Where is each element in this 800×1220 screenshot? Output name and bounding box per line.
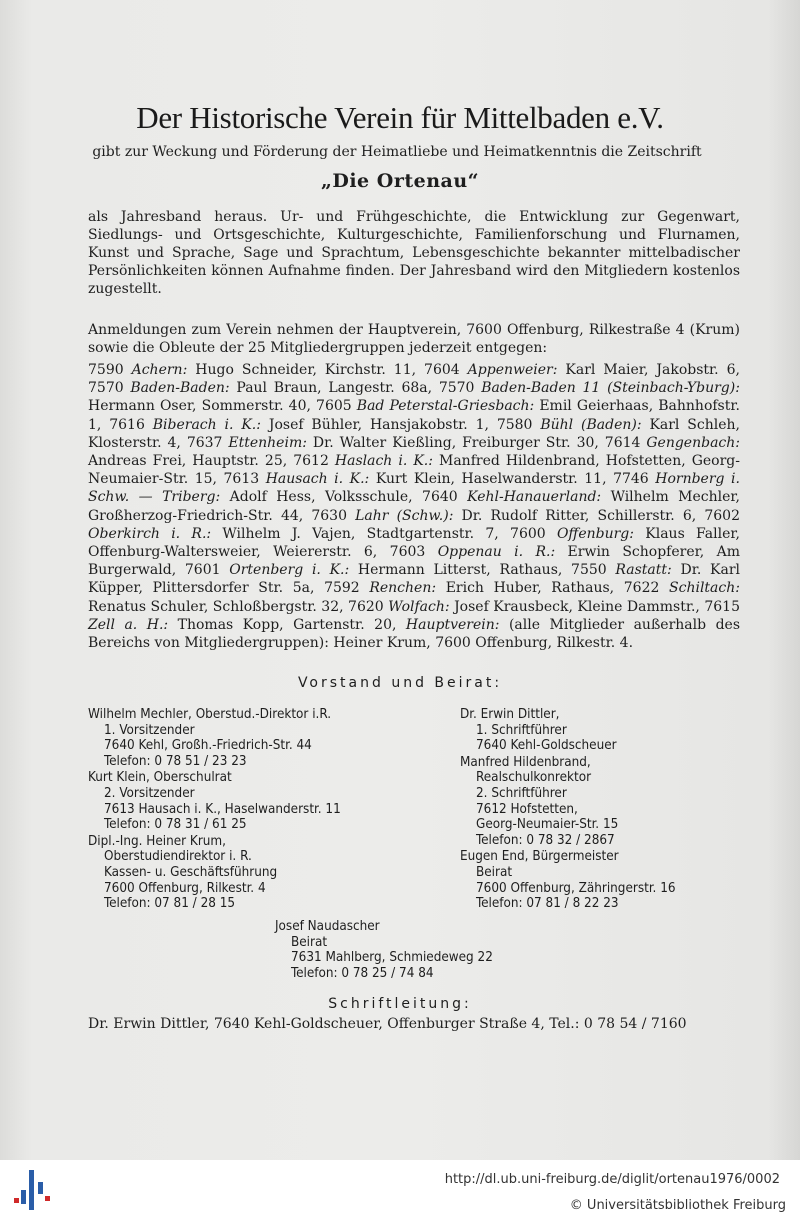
group-contact: Wilhelm Mechler, Großherzog-Friedrich-Str. 44, <box>88 489 740 524</box>
member-detail: 7600 Offenburg, Zähringerstr. 16 <box>476 880 676 896</box>
board-member <box>88 770 448 832</box>
group-entry <box>324 580 624 596</box>
member-name: Manfred Hildenbrand, <box>460 754 591 770</box>
member-detail: 1. Schriftführer <box>476 722 567 738</box>
member-name: Wilhelm Mechler, Oberstud.-Direktor i.R. <box>88 707 332 722</box>
group-contact: (alle Mitglieder außerhalb des Bereichs von Mitgliedergruppen): Heiner Krum, 7600 Offenburg, Rilkestr. 4. <box>88 616 741 652</box>
group-place: Wolfach: <box>388 598 450 615</box>
group-postcode: 7620 <box>348 598 389 615</box>
group-contact: Adolf Hess, Volksschule, <box>220 489 423 506</box>
group-postcode: 7550 <box>571 562 616 579</box>
group-contact: Wilhelm J. Vajen, Stadtgartenstr. 7, <box>211 525 511 542</box>
group-postcode: 7570 <box>88 380 131 397</box>
group-place: Baden-Baden 11 (Steinbach-Yburg): <box>481 380 740 397</box>
board-member <box>275 919 575 981</box>
group-contact: Dr. Karl Küpper, Plittersdorfer Str. 5a, <box>88 562 740 597</box>
group-postcode: 7601 <box>184 562 230 579</box>
group-place: Ettenheim: <box>228 434 307 451</box>
member-detail: Telefon: 0 78 32 / 2867 <box>476 832 615 848</box>
editorial-line: Dr. Erwin Dittler, 7640 Kehl-Goldscheuer, Offenburger Straße 4, Tel.: 0 78 54 / 7160 <box>88 1016 687 1032</box>
group-place: Biberach i. K.: <box>152 416 261 433</box>
group-entry <box>348 599 704 615</box>
member-detail: 7640 Kehl-Goldscheuer <box>476 738 617 754</box>
member-detail: 7600 Offenburg, Rilkestr. 4 <box>104 880 266 896</box>
board-member <box>88 834 448 912</box>
member-detail: 2. Schriftführer <box>476 785 567 801</box>
groups-list <box>88 361 740 652</box>
member-detail: Georg-Neumaier-Str. 15 <box>476 817 619 833</box>
member-name: Eugen End, Bürgermeister <box>460 849 619 865</box>
group-place: Haslach i. K.: <box>334 453 433 470</box>
intro-line: gibt zur Weckung und Förderung der Heimatliebe und Heimatkenntnis die Zeitschrift <box>92 144 702 160</box>
group-place: Renchen: <box>369 580 437 597</box>
group-postcode: 7630 <box>311 507 356 524</box>
group-place: Hauptverein: <box>405 616 500 633</box>
group-contact: Hermann Litterst, Rathaus, <box>349 562 572 579</box>
group-contact: Paul Braun, Langestr. 68a, <box>229 380 439 397</box>
group-contact: Klaus Faller, Offenburg-Waltersweier, Weiererstr. 6, <box>88 525 740 561</box>
group-contact: Dr. Rudolf Ritter, Schillerstr. 6, <box>453 507 705 524</box>
board-left-column <box>88 707 448 913</box>
board-member <box>460 849 760 911</box>
group-postcode: 7602 <box>704 507 740 524</box>
group-entry <box>424 362 740 378</box>
group-contact: Manfred Hildenbrand, Hofstetten, Georg-Neumaier-Str. 15, <box>88 453 740 488</box>
group-contact: Andreas Frei, Hauptstr. 25, <box>88 453 294 470</box>
group-place: Hausach i. K.: <box>265 471 370 488</box>
group-place: Ortenberg i. K.: <box>229 562 350 579</box>
group-postcode: 7605 <box>316 398 357 415</box>
group-postcode: 7614 <box>604 434 647 451</box>
group-place: Zell a. H.: <box>88 616 169 633</box>
member-detail: 7640 Kehl, Großh.-Friedrich-Str. 44 <box>104 738 312 754</box>
member-detail: 1. Vorsitzender <box>104 722 195 738</box>
group-place: Bad Peterstal-Griesbach: <box>356 398 535 415</box>
group-contact: Emil Geierhaas, Bahnhofstr. 1, <box>88 398 740 433</box>
group-place: Rastatt: <box>615 562 672 579</box>
member-detail: Telefon: 0 78 25 / 74 84 <box>291 965 434 981</box>
group-place: Bühl (Baden): <box>540 416 642 433</box>
member-name: Dr. Erwin Dittler, <box>460 707 560 722</box>
page-title: Der Historische Verein für Mittelbaden e.V. <box>136 100 664 135</box>
group-place: Appenweier: <box>467 362 558 378</box>
group-postcode: 7580 <box>496 416 541 433</box>
group-entry <box>109 417 497 433</box>
group-contact: Hugo Schneider, Kirchstr. 11, <box>187 362 425 378</box>
source-url-link[interactable]: http://dl.ub.uni-freiburg.de/diglit/ortenau1976/0002 <box>444 1172 780 1187</box>
group-place: Oberkirch i. R.: <box>88 525 212 542</box>
member-detail: Kassen- u. Geschäftsführung <box>104 864 278 880</box>
group-postcode: 7746 <box>613 471 656 488</box>
group-place: Baden-Baden: <box>130 380 230 397</box>
group-contact: Thomas Kopp, Gartenstr. 20, <box>168 616 406 633</box>
group-place: Schiltach: <box>669 580 740 597</box>
group-postcode: 7612 <box>293 453 335 470</box>
group-entry <box>185 562 571 578</box>
group-place: Gengenbach: <box>646 434 740 451</box>
group-contact: Renatus Schuler, Schloßbergstr. 32, <box>88 598 349 615</box>
copyright-text: © Universitätsbibliothek Freiburg <box>569 1198 786 1213</box>
group-postcode: 7590 <box>88 362 132 378</box>
group-contact: Karl Maier, Jakobstr. 6, <box>557 362 740 378</box>
member-detail: Realschulkonrektor <box>476 770 592 786</box>
group-postcode: 7622 <box>623 580 670 597</box>
group-postcode: 7616 <box>109 416 153 433</box>
group-contact: Josef Bühler, Hansjakobstr. 1, <box>260 416 497 433</box>
group-postcode: 7615 <box>704 598 740 615</box>
group-place: Oppenau i. R.: <box>437 544 556 561</box>
member-detail: Beirat <box>291 934 328 950</box>
group-contact: Josef Krausbeck, Kleine Dammstr., <box>449 598 705 615</box>
group-contact: Erwin Schopferer, Am Burgerwald, <box>88 544 740 579</box>
member-detail: Telefon: 07 81 / 28 15 <box>104 896 236 912</box>
member-name: Kurt Klein, Oberschulrat <box>88 770 232 786</box>
group-contact: Hermann Oser, Sommerstr. 40, <box>88 398 317 415</box>
group-entry <box>88 380 439 396</box>
group-postcode: 7592 <box>324 580 370 597</box>
board-center-entry <box>275 919 575 982</box>
member-detail: Telefon: 0 78 51 / 23 23 <box>104 753 247 769</box>
group-contact: Kurt Klein, Haselwanderstr. 11, <box>369 471 614 488</box>
member-detail: 7613 Hausach i. K., Haselwanderstr. 11 <box>104 801 341 817</box>
group-postcode: 7604 <box>424 362 468 378</box>
group-postcode: 7603 <box>389 544 438 561</box>
group-place: Kehl-Hanauerland: <box>467 489 602 506</box>
group-contact: Dr. Walter Kießling, Freiburger Str. 30, <box>306 434 605 451</box>
group-postcode: 7613 <box>223 471 266 488</box>
member-name: Dipl.-Ing. Heiner Krum, <box>88 833 226 849</box>
group-postcode: 7637 <box>186 434 229 451</box>
board-member <box>460 707 760 754</box>
group-place: Offenburg: <box>556 525 634 542</box>
group-entry <box>311 508 704 524</box>
board-member <box>460 755 760 849</box>
group-contact: Karl Schleh, Klosterstr. 4, <box>88 416 740 451</box>
board-heading: Vorstand und Beirat: <box>297 675 503 691</box>
group-contact: Erich Huber, Rathaus, <box>436 580 624 597</box>
registration-paragraph: Anmeldungen zum Verein nehmen der Hauptverein, 7600 Offenburg, Rilkestraße 4 (Krum) sowie die Obleute der 25 Mitgliedergruppen jederzeit entgegen: <box>88 322 740 356</box>
footer-bar <box>0 1160 800 1220</box>
member-detail: Telefon: 07 81 / 8 22 23 <box>476 896 619 912</box>
group-entry <box>187 435 605 451</box>
group-postcode: 7640 <box>422 489 468 506</box>
group-entry <box>88 362 424 378</box>
group-place: Lahr (Schw.): <box>355 507 454 524</box>
member-detail: 7631 Mahlberg, Schmiedeweg 22 <box>291 950 493 966</box>
board-right-column <box>460 707 760 913</box>
group-place: Hornberg i. Schw. — Triberg: <box>88 471 740 506</box>
member-detail: Telefon: 0 78 31 / 61 25 <box>104 817 247 833</box>
editorial-heading: Schriftleitung: <box>328 996 472 1012</box>
description-paragraph: als Jahresband heraus. Ur- und Frühgeschichte, die Entwicklung zur Gegenwart, Siedlungs- und Ortsgeschichte, Kulturgeschichte, Familienforschung und Flurnamen, Kunst und Sprache, Sage und Sprachtum, Lebensgeschichte bekannter mittelbadischer Persönlichkeiten können Aufnahme finden. Der Jahresband wird den Mitgliedern kostenlos zugestellt. <box>88 209 740 297</box>
member-detail: Oberstudiendirektor i. R. <box>104 849 252 865</box>
member-detail: 2. Vorsitzender <box>104 785 195 801</box>
member-detail: 7612 Hofstetten, <box>476 801 578 817</box>
group-postcode: 7570 <box>438 380 482 397</box>
group-entry <box>224 471 614 487</box>
group-place: Achern: <box>131 362 188 378</box>
journal-name: „Die Ortenau“ <box>320 170 480 192</box>
library-logo-icon <box>12 1168 52 1212</box>
member-detail: Beirat <box>476 864 513 880</box>
group-postcode: 7600 <box>510 525 557 542</box>
member-name: Josef Naudascher <box>275 919 380 934</box>
board-member <box>88 707 448 769</box>
